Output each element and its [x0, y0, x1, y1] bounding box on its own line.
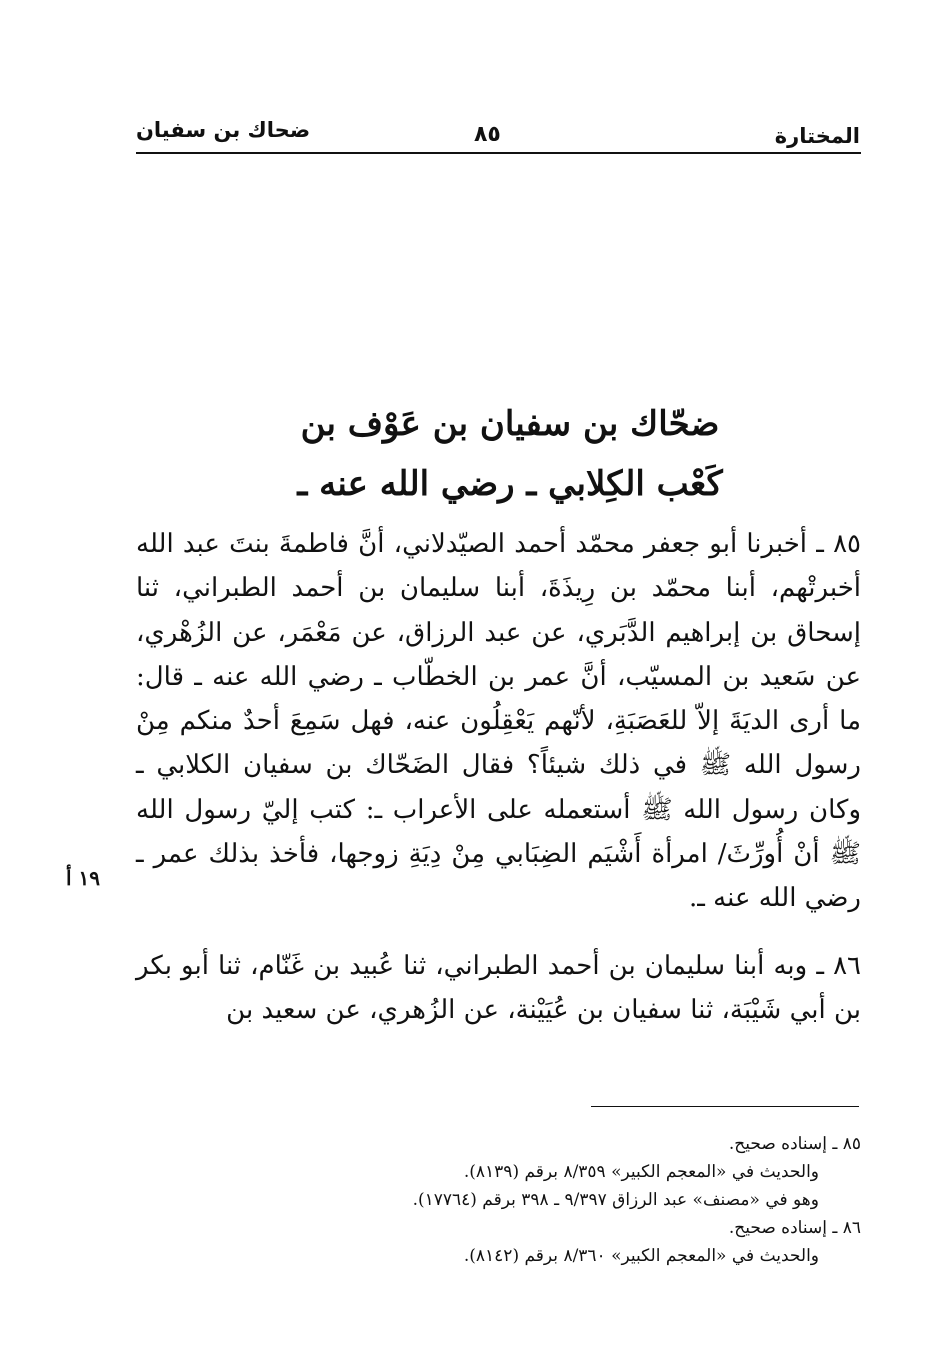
paragraph-85: ٨٥ ـ أخبرنا أبو جعفر محمّد أحمد الصيّدلاني، أنَّ فاطمةَ بنتَ عبد الله أخبرتْهم، أبنا محمّد بن رِيذَةَ، أبنا سليمان بن أحمد الطبراني، ثنا إسحاق بن إبراهيم الدَّبَري، عن عبد الرزاق، عن مَعْمَر، عن الزُهْري، عن سَعيد بن المسيّب، أنَّ عمر بن الخطّاب ـ رضي الله عنه ـ قال: ما أرى الديَةَ إلاّ للعَصَبَةِ، لأنّهم يَعْقِلُون عنه، فهل سَمِعَ أحدٌ منكم مِنْ رسول الله ﷺ في ذلك شيئاً؟ فقال الضَحّاك بن سفيان الكلابي ـ وكان رسول الله ﷺ أستعمله على الأعراب ـ: كتب إليّ رسول الله ﷺ أنْ أُورِّثَ/ امرأة أَشْيَم الضِبَابي مِنْ دِيَةِ زوجها، فأخذ بذلك عمر ـ رضي الله عنه ـ.: [136, 529, 861, 914]
running-header: [136, 112, 860, 148]
footnotes: [136, 1130, 861, 1270]
paragraph-86: ٨٦ ـ وبه أبنا سليمان بن أحمد الطبراني، ثنا عُبيد بن غَنّام، ثنا أبو بكر بن أبي شَيْبَة، ثنا سفيان بن عُيَيْنة، عن الزُهري، عن سعيد بن: [136, 950, 861, 1025]
chapter-title: [160, 394, 860, 514]
footnote-85-source-2: وهو في «مصنف» عبد الرزاق ٩/٣٩٧ ـ ٣٩٨ برقم (١٧٧٦٤).: [412, 1190, 819, 1210]
chapter-title-line-1: ضحّاك بن سفيان بن عَوْف بن: [300, 404, 720, 444]
footnote-85-chain: ٨٥ ـ إسناده صحيح.: [728, 1134, 861, 1154]
footnote-85-source-1: والحديث في «المعجم الكبير» ٨/٣٥٩ برقم (٨١٣٩).: [463, 1162, 819, 1182]
footnote-rule: [591, 1106, 859, 1107]
header-rule: [136, 152, 861, 154]
body-text: [136, 522, 861, 1032]
footnote-86-source-1: والحديث في «المعجم الكبير» ٨/٣٦٠ برقم (٨١٤٢).: [463, 1246, 819, 1266]
section-title: ضحاك بن سفيان: [136, 118, 311, 142]
manuscript-folio-note: ١٩ أ: [66, 866, 101, 890]
footnote-86-chain: ٨٦ ـ إسناده صحيح.: [728, 1218, 861, 1238]
book-title: المختارة: [774, 124, 860, 148]
page-number: ٨٥: [474, 122, 501, 147]
chapter-title-line-2: كَعْب الكِلابي ـ رضي الله عنه ـ: [297, 464, 723, 504]
